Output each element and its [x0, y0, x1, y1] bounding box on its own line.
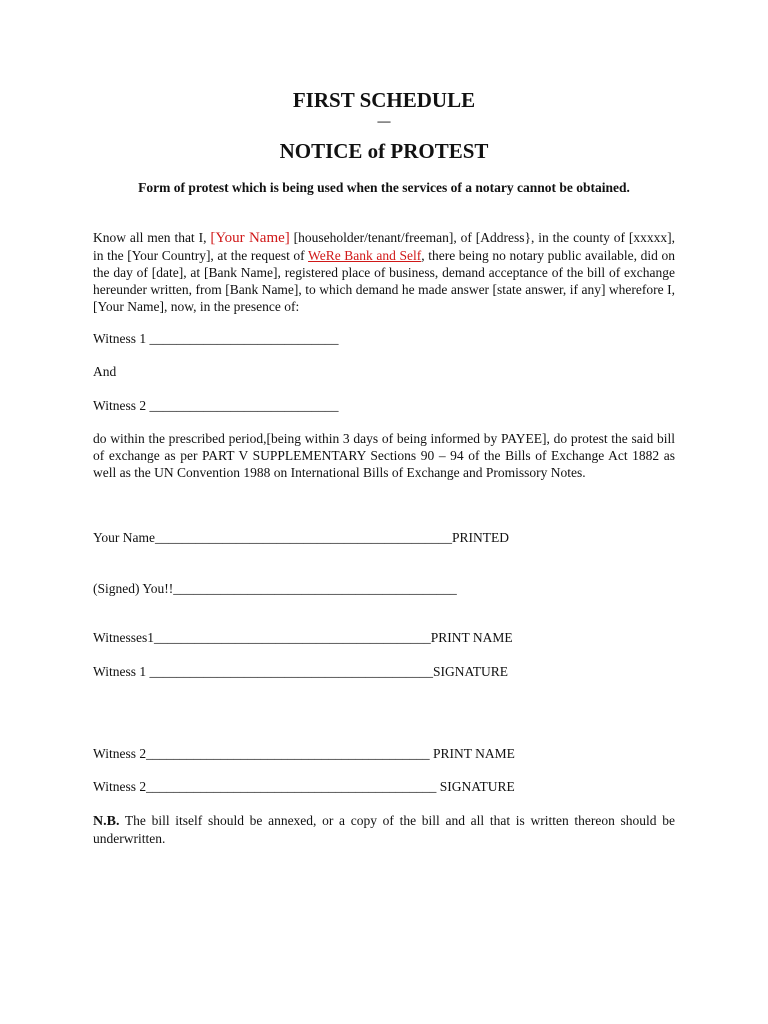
witness2-print-name-line: Witness 2__________________________________________ PRINT NAME — [93, 746, 515, 761]
page-title: FIRST SCHEDULE — [292, 88, 476, 112]
your-name-printed-line: Your Name____________________________________________PRINTED — [93, 530, 510, 545]
nb-note — [93, 812, 675, 847]
title-separator: — — [377, 113, 391, 128]
witness-1-line: Witness 1 ____________________________ — [93, 331, 339, 346]
declaration-text-3: , there being no notary public available, did on the day of [date], at [Bank Name], registered place of business, demand acceptance of the bill of exchange hereunder written, from [Bank Name], to which demand he made answer [state answer, if any] wherefore I, [Your Name], now, in the presence of: — [93, 248, 675, 314]
witness2-signature-line: Witness 2___________________________________________ SIGNATURE — [93, 779, 515, 794]
witnesses1-print-name-line: Witnesses1_________________________________________PRINT NAME — [93, 630, 513, 645]
nb-text: The bill itself should be annexed, or a copy of the bill and all that is written thereon should be underwritten. — [93, 813, 675, 846]
declaration-paragraph — [93, 229, 675, 315]
declaration-text-1: Know all men that I, — [93, 230, 211, 245]
protest-paragraph: do within the prescribed period,[being within 3 days of being informed by PAYEE], do protest the said bill of exchange as per PART V SUPPLEMENTARY Sections 90 – 94 of the Bills of Exchange Act 1882 as well as the UN Convention 1988 on International Bills of Exchange and Promissory Notes. — [93, 431, 675, 480]
bank-name-highlight: WeRe Bank and Self — [308, 248, 422, 263]
witness-2-line: Witness 2 ____________________________ — [93, 398, 339, 413]
nb-label: N.B. — [93, 814, 120, 829]
your-name-placeholder: [Your Name] — [210, 230, 290, 246]
signed-line: (Signed) You!!__________________________________________ — [93, 581, 457, 596]
notice-title: NOTICE of PROTEST — [279, 139, 489, 163]
declaration-text-2: [householder/tenant/freeman], of [Address}, in the county of [xxxxx], in the [Your Country], at the request of — [93, 230, 675, 263]
form-description: Form of protest which is being used when the services of a notary cannot be obtained. — [138, 180, 630, 195]
and-text: And — [93, 364, 117, 379]
witness1-signature-line: Witness 1 __________________________________________SIGNATURE — [93, 664, 508, 679]
